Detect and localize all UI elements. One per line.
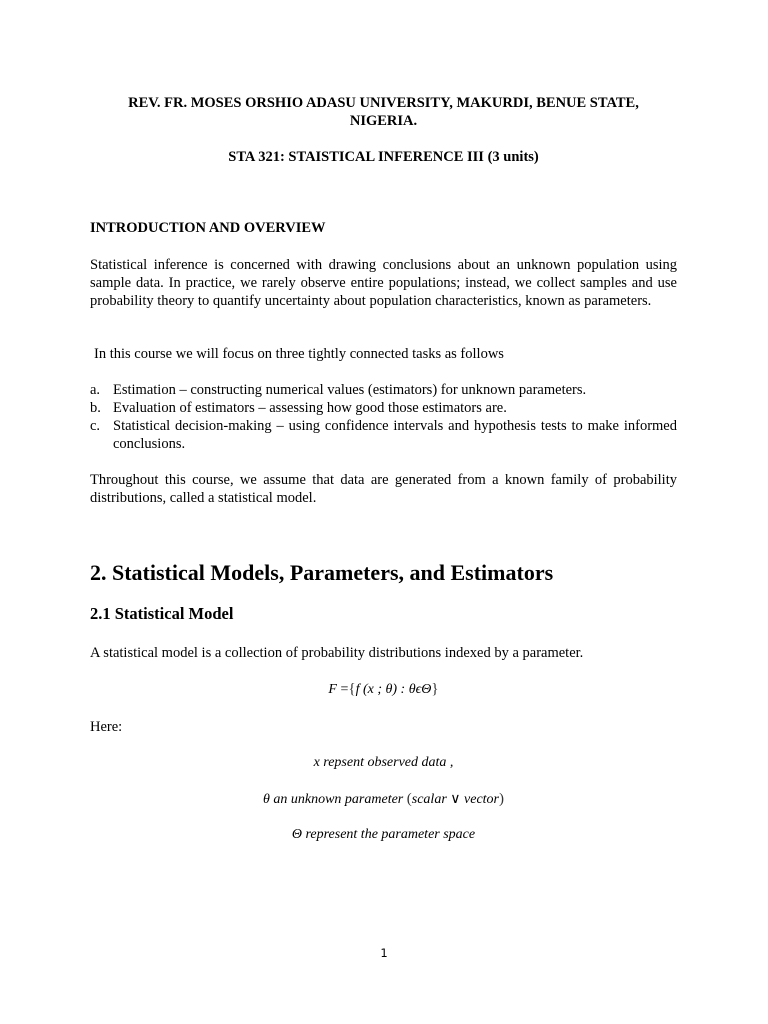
list-marker: a. [90,382,101,398]
model-definition-paragraph: A statistical model is a collection of probability distributions indexed by a parameter. [90,645,584,661]
list-marker: c. [90,418,101,434]
definition-parameter: θ an unknown parameter (scalar ∨ vector) [263,791,504,807]
intro-paragraph-2: In this course we will focus on three tightly connected tasks as follows [94,346,504,362]
definition-parameter-space: Θ represent the parameter space [291,827,476,842]
list-marker: b. [90,400,101,416]
subsection-heading: 2.1 Statistical Model [90,604,234,623]
list-item-text: Statistical decision-making – using confidence intervals and hypothesis tests to make informed conclusions. [113,418,677,452]
intro-heading: INTRODUCTION AND OVERVIEW [90,220,326,236]
parameter-type: scalar ∨ vector [411,792,499,807]
list-item-text: Evaluation of estimators – assessing how good those estimators are. [113,400,507,416]
intro-paragraph-1: Statistical inference is concerned with drawing conclusions about an unknown population using sample data. In practice, we rarely observe entire populations; instead, we collect samples and use probability theory to quantify uncertainty about population characteristics, known as parameters. [90,257,677,309]
page-number: 1 [380,946,388,960]
formula-equals: = [340,682,349,697]
section-heading: 2. Statistical Models, Parameters, and Estimators [90,560,554,585]
formula-lhs: F [328,682,337,697]
list-item [90,417,677,453]
definition-observed-data: x repsent observed data , [313,755,454,770]
intro-paragraph-3: Throughout this course, we assume that data are generated from a known family of probability distributions, called a statistical model. [90,472,677,506]
university-line-1: REV. FR. MOSES ORSHIO ADASU UNIVERSITY, MAKURDI, BENUE STATE, [128,95,639,111]
model-formula: F ={f (x ; θ) : θϵΘ} [328,681,439,697]
list-item [90,399,677,417]
parameter-text: θ an unknown parameter [263,792,404,807]
university-line-2: NIGERIA. [349,113,418,129]
formula-body: f (x ; θ) : θϵΘ [355,682,432,697]
list-item-text: Estimation – constructing numerical values (estimators) for unknown parameters. [113,382,587,398]
task-list [90,381,677,453]
course-title: STA 321: STAISTICAL INFERENCE III (3 units) [228,149,539,165]
here-label: Here: [90,719,123,735]
list-item [90,381,677,399]
university-title [90,94,677,130]
